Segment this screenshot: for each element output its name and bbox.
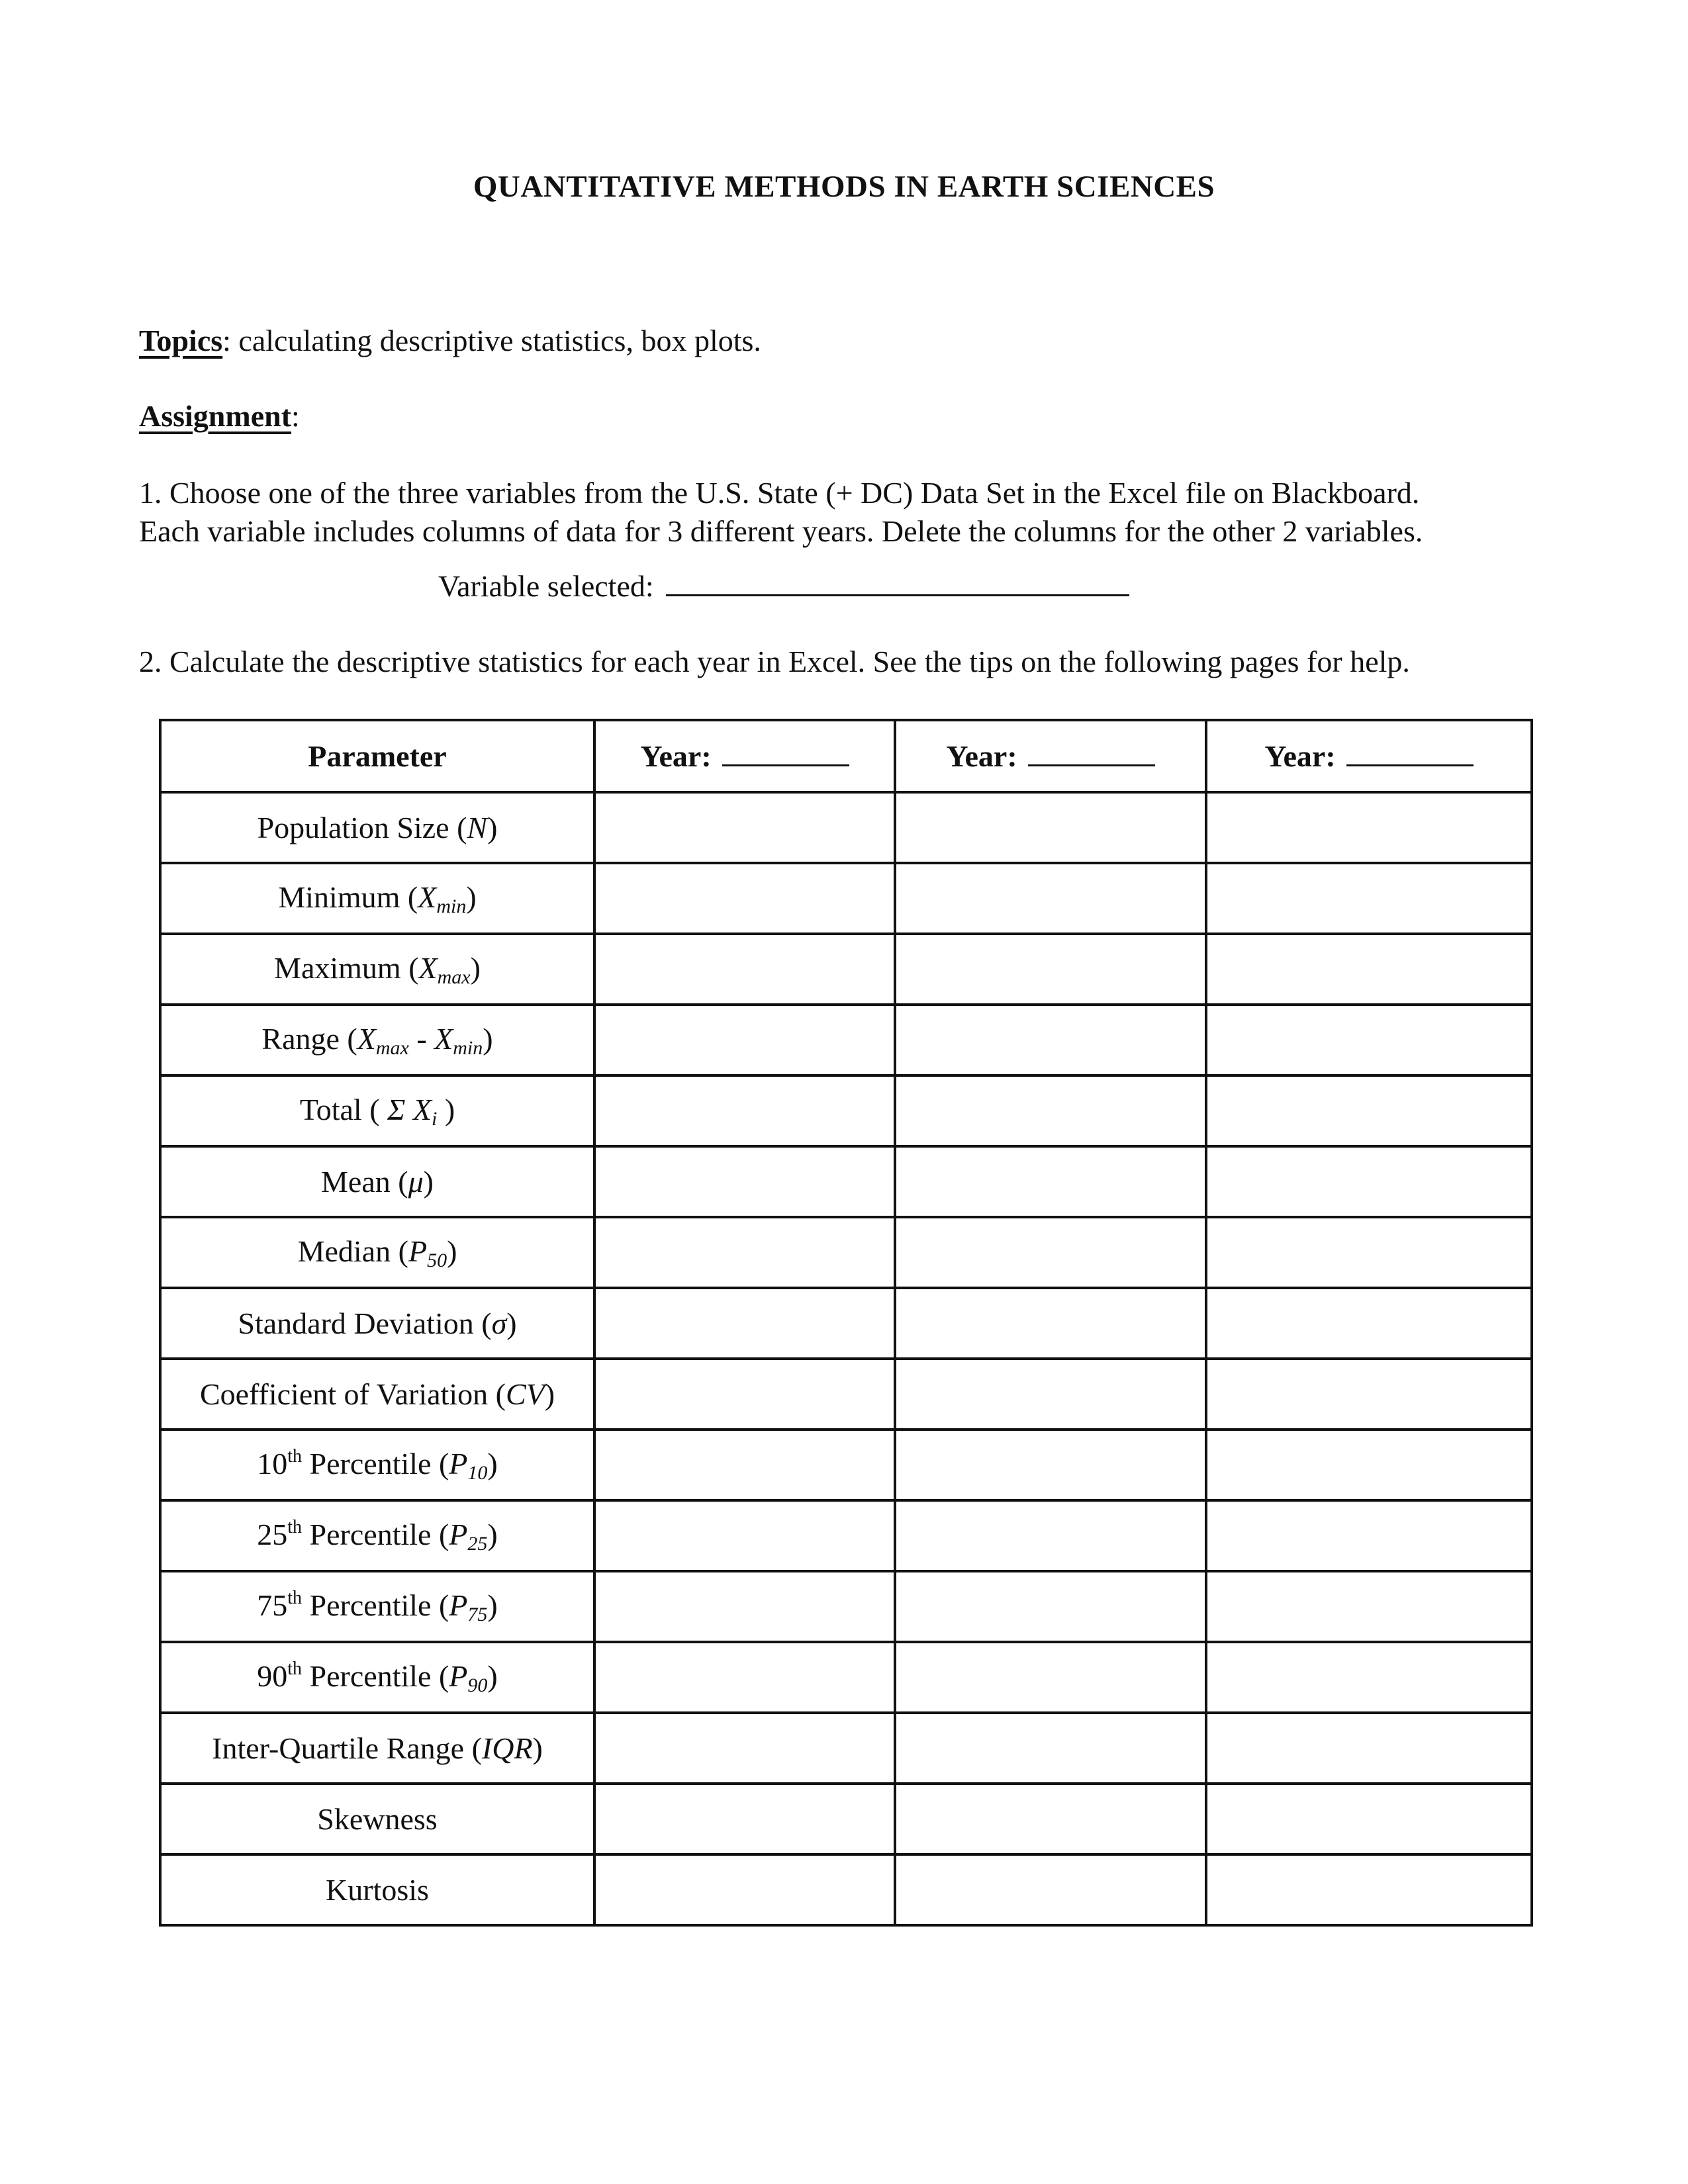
parameter-symbol: Σ X — [387, 1092, 432, 1126]
parameter-label: Total ( — [299, 1092, 388, 1126]
percentile-ordinal: 25 — [257, 1517, 288, 1551]
parameter-cell — [160, 1288, 594, 1359]
symbol-subscript: 50 — [427, 1249, 447, 1271]
year-3-blank[interactable] — [1346, 742, 1474, 766]
symbol-subscript: 90 — [467, 1674, 488, 1696]
year-2-value-cell[interactable] — [895, 1500, 1206, 1571]
table-row — [160, 1075, 1532, 1146]
parameter-label: Percentile ( — [302, 1588, 449, 1622]
parameter-cell — [160, 1359, 594, 1430]
variable-selected-blank[interactable] — [666, 568, 1129, 596]
assignment-line — [139, 398, 300, 433]
year-1-value-cell[interactable] — [594, 1146, 895, 1217]
parameter-cell — [160, 1075, 594, 1146]
year-1-value-cell[interactable] — [594, 792, 895, 863]
parameter-symbol: P — [449, 1446, 468, 1480]
parameter-label: Maximum ( — [274, 950, 419, 985]
year-2-value-cell[interactable] — [895, 792, 1206, 863]
ordinal-suffix: th — [287, 1587, 303, 1608]
parameter-close: ) — [437, 1092, 455, 1126]
year-2-value-cell[interactable] — [895, 934, 1206, 1005]
parameter-cell — [160, 1217, 594, 1288]
parameter-label: Percentile ( — [302, 1446, 449, 1480]
parameter-label: Standard Deviation ( — [238, 1306, 492, 1340]
ordinal-suffix: th — [287, 1658, 303, 1679]
year-1-value-cell[interactable] — [594, 1784, 895, 1854]
parameter-close: ) — [487, 811, 498, 844]
statistics-table-body — [160, 792, 1532, 1925]
parameter-cell — [160, 792, 594, 863]
parameter-close: ) — [423, 1165, 434, 1199]
parameter-symbol: CV — [505, 1377, 545, 1411]
assignment-label: Assignment — [139, 399, 292, 433]
table-row — [160, 1854, 1532, 1925]
symbol-subscript: min — [453, 1036, 483, 1059]
year-3-value-cell[interactable] — [1206, 1854, 1532, 1925]
table-row — [160, 863, 1532, 934]
parameter-close: ) — [466, 880, 477, 914]
parameter-close: ) — [447, 1234, 457, 1268]
parameter-label: Mean ( — [321, 1165, 408, 1199]
year-2-value-cell[interactable] — [895, 1784, 1206, 1854]
parameter-symbol: P — [449, 1517, 468, 1551]
symbol-subscript: max — [437, 966, 471, 988]
variable-selected-label: Variable selected: — [438, 569, 654, 603]
topics-text: : calculating descriptive statistics, box plots. — [222, 324, 761, 357]
year-3-value-cell[interactable] — [1206, 1217, 1532, 1288]
parameter-symbol: X — [434, 1021, 453, 1056]
table-row — [160, 1571, 1532, 1642]
parameter-symbol: μ — [408, 1165, 424, 1199]
year-2-value-cell[interactable] — [895, 1075, 1206, 1146]
year-1-blank[interactable] — [722, 742, 849, 766]
year-1-value-cell[interactable] — [594, 1359, 895, 1430]
header-year-1-label: Year: — [640, 739, 712, 773]
table-row — [160, 1430, 1532, 1500]
parameter-symbol: X — [357, 1021, 376, 1056]
assignment-colon: : — [291, 399, 300, 433]
symbol-subscript: 75 — [467, 1603, 488, 1625]
parameter-cell — [160, 1713, 594, 1784]
symbol-subscript: 10 — [467, 1461, 488, 1484]
parameter-symbol: N — [467, 811, 488, 844]
percentile-ordinal: 10 — [257, 1446, 288, 1480]
ordinal-suffix: th — [287, 1445, 303, 1467]
parameter-label: Range ( — [261, 1021, 357, 1056]
year-3-value-cell[interactable] — [1206, 1146, 1532, 1217]
parameter-symbol: X — [418, 950, 438, 985]
year-2-value-cell[interactable] — [895, 1713, 1206, 1784]
year-3-value-cell[interactable] — [1206, 1642, 1532, 1713]
parameter-close: ) — [483, 1021, 493, 1056]
parameter-cell — [160, 863, 594, 934]
header-year-1 — [594, 720, 895, 792]
parameter-close: ) — [532, 1731, 543, 1765]
year-3-value-cell[interactable] — [1206, 1430, 1532, 1500]
year-3-value-cell[interactable] — [1206, 1075, 1532, 1146]
year-2-value-cell[interactable] — [895, 1005, 1206, 1075]
parameter-close: ) — [506, 1306, 517, 1340]
parameter-cell — [160, 1571, 594, 1642]
year-3-value-cell[interactable] — [1206, 1005, 1532, 1075]
parameter-close: ) — [487, 1588, 498, 1622]
year-1-value-cell[interactable] — [594, 1288, 895, 1359]
question2-line: 2. Calculate the descriptive statistics for each year in Excel. See the tips on the following pages for help. — [139, 645, 1410, 678]
parameter-label: Median ( — [297, 1234, 408, 1268]
year-1-value-cell[interactable] — [594, 1430, 895, 1500]
statistics-table — [159, 719, 1533, 1927]
table-row — [160, 792, 1532, 863]
parameter-cell — [160, 1146, 594, 1217]
year-2-value-cell[interactable] — [895, 1430, 1206, 1500]
percentile-ordinal: 90 — [257, 1659, 288, 1693]
header-year-2-label: Year: — [946, 739, 1017, 773]
variable-selected-line — [438, 568, 1129, 604]
year-3-value-cell[interactable] — [1206, 1359, 1532, 1430]
parameter-label: Percentile ( — [302, 1659, 449, 1693]
parameter-label: Skewness — [317, 1802, 438, 1836]
year-2-value-cell[interactable] — [895, 1217, 1206, 1288]
year-3-value-cell[interactable] — [1206, 792, 1532, 863]
parameter-close: ) — [487, 1659, 498, 1693]
year-2-value-cell[interactable] — [895, 1642, 1206, 1713]
parameter-cell — [160, 1500, 594, 1571]
header-year-3 — [1206, 720, 1532, 792]
parameter-cell — [160, 1430, 594, 1500]
year-1-value-cell[interactable] — [594, 1005, 895, 1075]
year-1-value-cell[interactable] — [594, 1854, 895, 1925]
parameter-symbol: IQR — [481, 1731, 533, 1765]
parameter-symbol: σ — [491, 1306, 507, 1340]
year-2-value-cell[interactable] — [895, 1359, 1206, 1430]
topics-label: Topics — [139, 324, 223, 357]
year-1-value-cell[interactable] — [594, 863, 895, 934]
table-row — [160, 1784, 1532, 1854]
parameter-cell — [160, 1854, 594, 1925]
parameter-label: Percentile ( — [302, 1517, 449, 1551]
year-3-value-cell[interactable] — [1206, 1784, 1532, 1854]
parameter-label: Inter-Quartile Range ( — [212, 1731, 482, 1765]
year-1-value-cell[interactable] — [594, 1713, 895, 1784]
header-parameter: Parameter — [160, 720, 594, 792]
parameter-cell — [160, 1642, 594, 1713]
year-1-value-cell[interactable] — [594, 1571, 895, 1642]
table-row — [160, 1500, 1532, 1571]
percentile-ordinal: 75 — [257, 1588, 288, 1622]
year-3-value-cell[interactable] — [1206, 1288, 1532, 1359]
parameter-symbol: P — [449, 1588, 468, 1622]
parameter-cell — [160, 1784, 594, 1854]
table-row — [160, 1288, 1532, 1359]
year-1-value-cell[interactable] — [594, 1500, 895, 1571]
symbol-subscript: 25 — [467, 1532, 488, 1555]
table-row — [160, 1005, 1532, 1075]
table-row — [160, 1217, 1532, 1288]
question1-line2: Each variable includes columns of data for 3 different years. Delete the columns for the other 2 variables. — [139, 514, 1423, 548]
ordinal-suffix: th — [287, 1516, 303, 1537]
year-2-blank[interactable] — [1028, 742, 1155, 766]
year-2-value-cell[interactable] — [895, 1571, 1206, 1642]
year-3-value-cell[interactable] — [1206, 1571, 1532, 1642]
parameter-close: ) — [487, 1517, 498, 1551]
header-year-2 — [895, 720, 1206, 792]
parameter-label: Kurtosis — [326, 1873, 429, 1907]
year-2-value-cell[interactable] — [895, 863, 1206, 934]
parameter-close: ) — [487, 1446, 498, 1480]
parameter-cell — [160, 1005, 594, 1075]
topics-line — [139, 323, 761, 358]
page-title: QUANTITATIVE METHODS IN EARTH SCIENCES — [473, 169, 1215, 204]
header-year-3-label: Year: — [1264, 739, 1336, 773]
year-3-value-cell[interactable] — [1206, 863, 1532, 934]
table-row — [160, 934, 1532, 1005]
table-row — [160, 1359, 1532, 1430]
parameter-symbol: P — [408, 1234, 428, 1268]
year-2-value-cell[interactable] — [895, 1146, 1206, 1217]
question1-line1: 1. Choose one of the three variables from the U.S. State (+ DC) Data Set in the Excel file on Blackboard. — [139, 476, 1420, 510]
parameter-label: Population Size ( — [257, 811, 467, 844]
symbol-subscript: max — [375, 1036, 409, 1059]
table-row — [160, 1146, 1532, 1217]
year-2-value-cell[interactable] — [895, 1854, 1206, 1925]
parameter-label: Minimum ( — [278, 880, 418, 914]
table-row — [160, 1713, 1532, 1784]
symbol-subscript: min — [436, 895, 467, 917]
parameter-close: ) — [544, 1377, 555, 1411]
year-3-value-cell[interactable] — [1206, 934, 1532, 1005]
parameter-label: Coefficient of Variation ( — [199, 1377, 506, 1411]
parameter-symbol: P — [449, 1659, 468, 1693]
parameter-cell — [160, 934, 594, 1005]
year-1-value-cell[interactable] — [594, 1217, 895, 1288]
year-3-value-cell[interactable] — [1206, 1713, 1532, 1784]
table-row — [160, 1642, 1532, 1713]
parameter-operator: - — [408, 1021, 435, 1056]
parameter-symbol: X — [418, 880, 437, 914]
year-2-value-cell[interactable] — [895, 1288, 1206, 1359]
parameter-close: ) — [470, 950, 481, 985]
year-3-value-cell[interactable] — [1206, 1500, 1532, 1571]
table-header-row — [160, 720, 1532, 792]
symbol-subscript: i — [431, 1107, 438, 1130]
year-1-value-cell[interactable] — [594, 934, 895, 1005]
year-1-value-cell[interactable] — [594, 1075, 895, 1146]
year-1-value-cell[interactable] — [594, 1642, 895, 1713]
